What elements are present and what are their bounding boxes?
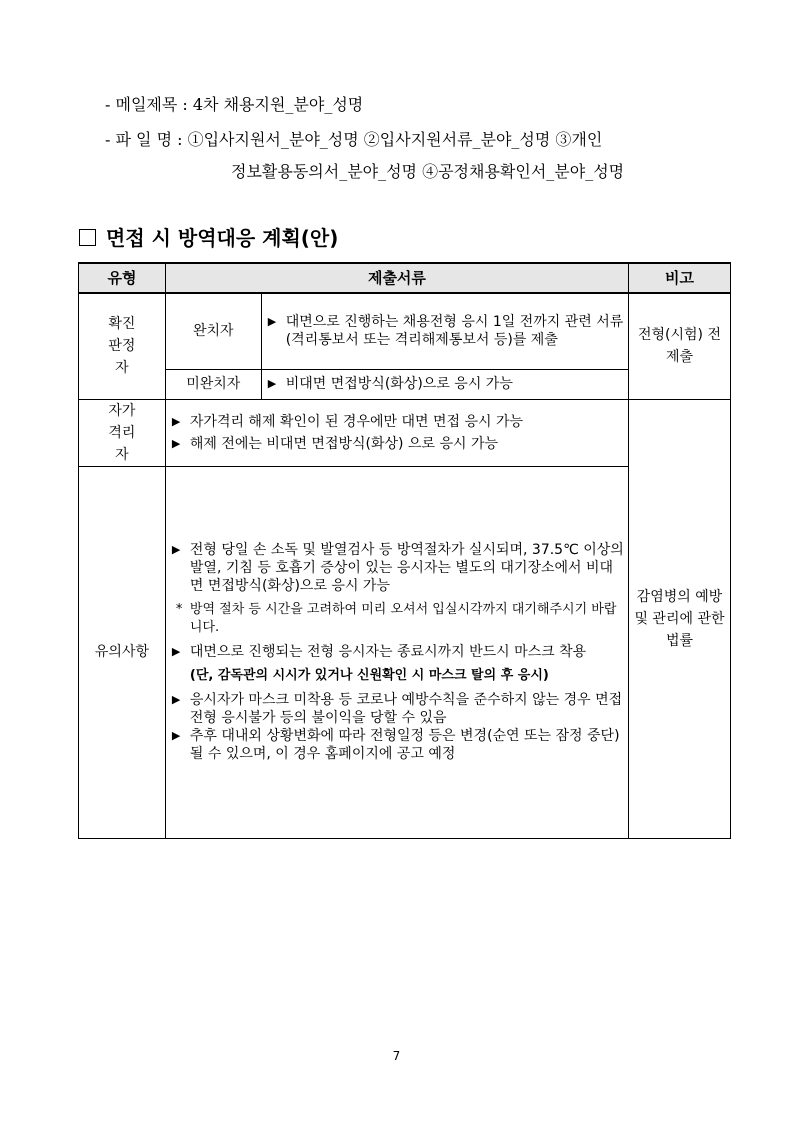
notes-note-2: (단, 감독관의 시시가 있거나 신원확인 시 마스크 탈의 후 응시) [189, 668, 549, 683]
asterisk-icon: * [175, 602, 183, 617]
triangle-bullet-icon: ▶ [171, 645, 181, 658]
cured-text-cell [261, 293, 628, 369]
type-selfquarantine: 자가 격리자 [79, 399, 166, 466]
header-type: 유형 [79, 263, 166, 293]
table-row [79, 399, 731, 466]
uncured-text: 비대면 면접방식(화상)으로 응시 가능 [285, 376, 513, 392]
selfquarantine-text-cell [165, 399, 628, 466]
triangle-bullet-icon: ▶ [267, 315, 277, 329]
selfquarantine-item-2: 해제 전에는 비대면 면접방식(화상) 으로 응시 가능 [189, 435, 498, 452]
table-row [79, 293, 731, 369]
remark-notes: 감염병의 예방 및 관리에 관한 법률 [628, 399, 730, 838]
table-header-row [79, 263, 731, 293]
type-confirmed: 확진 판정자 [79, 293, 166, 399]
uncured-label: 미완치자 [165, 369, 261, 399]
uncured-text-cell [261, 369, 628, 399]
email-subject-line: - 메일제목 : 4차 채용지원_분야_성명 [105, 95, 364, 114]
notes-item-4: 추후 대내외 상황변화에 따라 전형일정 등은 변경(순연 또는 잠정 중단)될 수 있으며, 이 경우 홈페이지에 공고 예정 [189, 728, 620, 762]
cured-label: 완치자 [165, 293, 261, 369]
triangle-bullet-icon: ▶ [171, 436, 181, 450]
notes-note-1: 방역 절차 등 시간을 고려하여 미리 오셔서 입실시각까지 대기해주시기 바랍니다. [189, 602, 617, 635]
section-title: 면접 시 방역대응 계획(안) [106, 226, 339, 250]
notes-item-2: 대면으로 진행되는 전형 응시자는 종료시까지 반드시 마스크 착용 [189, 644, 587, 660]
type-notes: 유의사항 [79, 466, 166, 838]
checkbox-icon [79, 229, 96, 246]
triangle-bullet-icon: ▶ [171, 693, 181, 706]
file-name-line: - 파 일 명 : ①입사지원서_분야_성명 ②입사지원서류_분야_성명 ③개인 [105, 130, 603, 149]
quarantine-plan-table [78, 262, 731, 839]
triangle-bullet-icon: ▶ [267, 377, 277, 390]
notes-text-cell [165, 466, 628, 838]
notes-item-3: 응시자가 마스크 미착용 등 코로나 예방수칙을 준수하지 않는 경우 면접전형 응시불가 등의 불이익을 당할 수 있음 [189, 692, 623, 726]
remark-confirmed: 전형(시험) 전 제출 [628, 293, 730, 399]
triangle-bullet-icon: ▶ [171, 543, 181, 556]
header-documents: 제출서류 [165, 263, 628, 293]
notes-item-1: 전형 당일 손 소독 및 발열검사 등 방역절차가 실시되며, 37.5℃ 이상의 발열, 기침 등 호흡기 증상이 있는 응시자는 별도의 대기장소에서 비대면 면접방식(화상)으로 응시 가능 [189, 542, 624, 594]
triangle-bullet-icon: ▶ [171, 729, 181, 742]
page-number: 7 [392, 1049, 401, 1063]
selfquarantine-item-1: 자가격리 해제 확인이 된 경우에만 대면 면접 응시 가능 [189, 413, 524, 430]
header-remark: 비고 [628, 263, 730, 293]
section-heading [79, 225, 338, 251]
triangle-bullet-icon: ▶ [171, 414, 181, 428]
cured-text: 대면으로 진행하는 채용전형 응시 1일 전까지 관련 서류(격리통보서 또는 격리해제통보서 등)를 제출 [285, 314, 624, 349]
file-name-line-continued: 정보활용동의서_분야_성명 ④공정채용확인서_분야_성명 [231, 162, 625, 181]
